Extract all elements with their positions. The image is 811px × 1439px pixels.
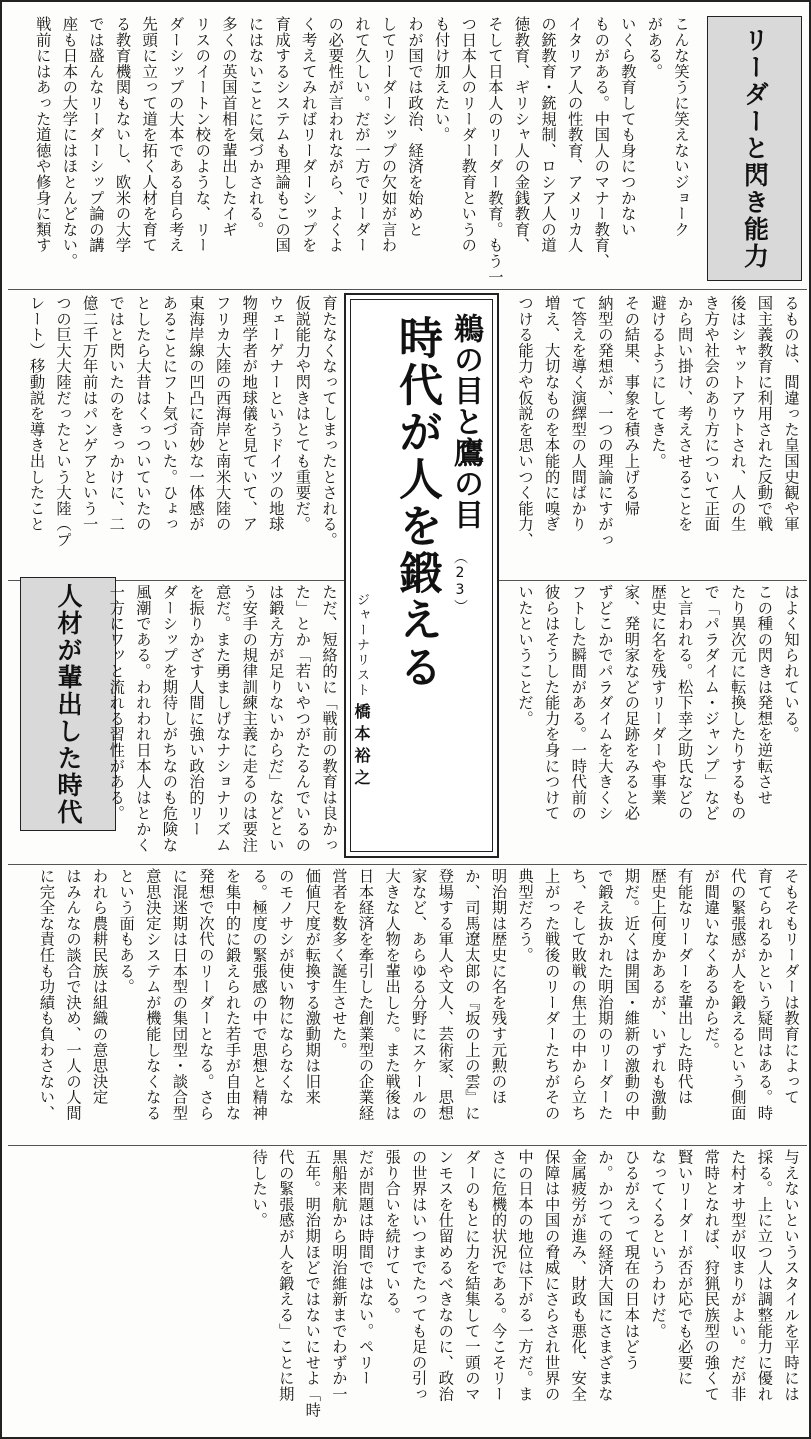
column-line: のモノサシが使い物にならなくな bbox=[276, 868, 295, 1105]
column-line: 代の緊張感が人を鍛えるという側面 bbox=[728, 868, 747, 1121]
column-line: るものは、間違った皇国史観や軍 bbox=[782, 295, 800, 532]
column-line: を振りかざす人間に強い政治的リー bbox=[187, 584, 206, 837]
column-line: その結果、事象を積み上げる帰 bbox=[622, 295, 641, 517]
column-line: はみんなの談合で決め、一人の人間 bbox=[63, 868, 82, 1121]
column-line: 歴史上何度かあるが、いずれも激動 bbox=[649, 868, 668, 1121]
column-line: 日本経済を牽引した創業型の企業経 bbox=[356, 868, 375, 1121]
column-line: 座も日本の大学にはほとんどない。 bbox=[60, 16, 79, 269]
column-line: 育てられるかという疑問はある。時 bbox=[755, 868, 774, 1121]
section-heading-text: 人材が輩出した時代 bbox=[54, 582, 83, 826]
column-line: はよく知られている。 bbox=[782, 584, 800, 742]
column-line: がある。 bbox=[645, 16, 664, 80]
column-line: 大きな人物を輩出した。また戦後は bbox=[383, 868, 402, 1121]
text-band-4 bbox=[14, 868, 804, 1141]
column-line: 中の日本の地位は下がる一方だ。ま bbox=[516, 1149, 535, 1402]
author-role: ジャーナリスト bbox=[354, 593, 369, 698]
column-line: 上がった戦後のリーダーたちがその bbox=[542, 868, 561, 1121]
series-title: 鵜の目と鷹の目 bbox=[448, 313, 483, 530]
column-line: の世界はいつまでたっても足の引っ bbox=[409, 1149, 428, 1402]
author-name: 橋本裕之 bbox=[352, 703, 371, 791]
column-line: なってくるというわけだ。 bbox=[649, 1149, 668, 1339]
column-line: そもそもリーダーは教育によって bbox=[782, 868, 800, 1105]
column-line: イタリア人の性教育、アメリカ人 bbox=[565, 16, 584, 253]
column-line: 家、発明家などの足跡をみると必 bbox=[622, 584, 641, 821]
column-line: してリーダーシップの欠如が言わ bbox=[379, 16, 398, 253]
column-line: としたら大昔はくっついていたの bbox=[133, 295, 152, 532]
column-line: にはないことに気づかされる。 bbox=[246, 16, 265, 238]
column-line: フリカ大陸の西海岸と南米大陸の bbox=[213, 295, 232, 532]
column-line: では盛んなリーダーシップ論の講 bbox=[86, 16, 105, 253]
band-divider bbox=[8, 289, 807, 290]
column-line: 一方にワッと流れる習性がある。 bbox=[107, 584, 126, 821]
column-line: 典型だろう。 bbox=[516, 868, 535, 963]
column-line: つ日本人のリーダー教育というの bbox=[459, 16, 478, 253]
column-line: 先頭に立って道を拓く人材を育て bbox=[140, 16, 159, 253]
section-heading-leader bbox=[707, 16, 802, 281]
column-line: 避けるようにしてきた。 bbox=[649, 295, 668, 469]
column-line: ウェーゲナーというドイツの地球 bbox=[266, 295, 285, 532]
column-line: この種の閃きは発想を逆転させ bbox=[755, 584, 774, 806]
column-line: 有能なリーダーを輩出した時代は bbox=[675, 868, 694, 1105]
column-line: さに危機的状況である。今こそリー bbox=[489, 1149, 508, 1402]
column-line: も付け加えたい。 bbox=[432, 16, 451, 143]
column-line: たり異次元に転換したりするもの bbox=[728, 584, 747, 821]
column-line: 億二千万年前はパンゲアという一 bbox=[80, 295, 99, 532]
column-line: つける能力や仮説を思いつく能力、 bbox=[516, 295, 535, 548]
column-line: 彼らはそうした能力を身につけて bbox=[542, 584, 561, 821]
column-line: 育たなくなってしまったとされる。 bbox=[320, 295, 338, 548]
column-line: 徳教育、ギリシャ人の金銭教育、 bbox=[512, 16, 531, 253]
column-line: 代の緊張感が人を鍛える」ことに期 bbox=[276, 1149, 295, 1402]
text-band-5 bbox=[232, 1149, 804, 1434]
column-line: 多くの英国首相を輩出したイギ bbox=[219, 16, 238, 238]
section-heading-text: リーダーと閃き能力 bbox=[740, 27, 770, 270]
series-number: （23） bbox=[452, 550, 468, 614]
column-line: 明治期は歴史に名を残す元勲のほ bbox=[489, 868, 508, 1105]
column-line: そして日本人のリーダー教育。もう一 bbox=[485, 16, 504, 285]
column-line: 価値尺度が転換する激動期は旧来 bbox=[303, 868, 322, 1105]
column-line: た」とか「若いやつがたるんでいるの bbox=[293, 584, 312, 853]
column-line: 戦前にはあった道徳や修身に類す bbox=[33, 16, 52, 253]
band-divider bbox=[8, 864, 807, 865]
column-line: 納型の発想が、一つの理論にすがっ bbox=[595, 295, 614, 548]
column-line: 意だ。また勇ましげなナショナリズム bbox=[213, 584, 232, 853]
column-line: 保障は中国の脅威にさらされ世界の bbox=[542, 1149, 561, 1402]
column-line: く考えてみればリーダーシップを bbox=[299, 16, 318, 253]
column-line: ダーのもとに力を結集して一頭のマ bbox=[462, 1149, 481, 1402]
column-line: という面もある。 bbox=[117, 868, 136, 995]
column-line: 五年。明治期ほどではないにせよ「時 bbox=[303, 1149, 322, 1418]
column-line: 意思決定システムが機能しなくなる bbox=[143, 868, 162, 1121]
column-line: ではと閃いたのをきっかけに、二 bbox=[107, 295, 126, 532]
column-line: と言われる。松下幸之助氏などの bbox=[675, 584, 694, 821]
column-line: 与えないというスタイルを平時には bbox=[782, 1149, 800, 1402]
column-line: 期だ。近くは開国・維新の激動の中 bbox=[622, 868, 641, 1121]
column-line: 常時となれば、狩猟民族型の強くて bbox=[702, 1149, 721, 1402]
column-line: う安手の規律訓練主義に走るのは要注 bbox=[240, 584, 259, 853]
column-line: 金属疲労が進み、財政も悪化、安全 bbox=[569, 1149, 588, 1402]
column-line: る。極度の緊張感の中で思想と精神 bbox=[250, 868, 269, 1121]
column-line: 営者を数多く誕生させた。 bbox=[329, 868, 348, 1058]
column-line: 増え、大切なものを本能的に嗅ぎ bbox=[542, 295, 561, 532]
column-line: で「パラダイム・ジャンプ」など bbox=[702, 584, 721, 821]
column-line: 東海岸線の凹凸に奇妙な一体感が bbox=[187, 295, 206, 532]
column-line: われら農耕民族は組織の意思決定 bbox=[90, 868, 109, 1105]
column-line: か、司馬遼太郎の『坂の上の雲』に bbox=[462, 868, 481, 1121]
column-line: 後はシャットアウトされ、人の生 bbox=[728, 295, 747, 532]
column-line: から問い掛け、考えさせることを bbox=[675, 295, 694, 532]
column-line: に完全な責任も功績も負わさない、 bbox=[37, 868, 56, 1121]
column-line: き方や社会のあり方について正面 bbox=[702, 295, 721, 532]
column-line: リスのイートン校のような、リー bbox=[193, 16, 212, 253]
column-line: 育成するシステムも理論もこの国 bbox=[273, 16, 292, 253]
column-line: あることにフト気づいた。ひょっ bbox=[160, 295, 179, 532]
column-line: の銃教育・銃規制、ロシア人の道 bbox=[539, 16, 558, 253]
column-line: だが問題は時間ではない。ペリー bbox=[356, 1149, 375, 1386]
column-line: 黒船来航から明治維新までわずか一 bbox=[329, 1149, 348, 1402]
column-line: 賢いリーダーが否が応でも必要に bbox=[675, 1149, 694, 1386]
column-line: ち、そして敗戦の焦土の中から立ち bbox=[569, 868, 588, 1121]
column-line: わが国では政治、経済を始めと bbox=[406, 16, 425, 238]
column-line: の必要性が言われながら、よくよ bbox=[326, 16, 345, 253]
text-band-3-left bbox=[107, 584, 342, 860]
title-box bbox=[344, 293, 499, 858]
column-line: た村オサ型が収まりがよい。だが非 bbox=[728, 1149, 747, 1402]
column-line: 国主義教育に利用された反動で戦 bbox=[755, 295, 774, 532]
column-line: いたということだ。 bbox=[516, 584, 535, 727]
column-line: に混迷期は日本型の集団型・談合型 bbox=[170, 868, 189, 1121]
column-line: 待したい。 bbox=[250, 1149, 269, 1228]
column-line: フトした瞬間がある。一時代前の bbox=[569, 584, 588, 821]
column-line: レート）移動説を導き出したこと bbox=[27, 295, 46, 532]
column-line: 張り合いを続けている。 bbox=[383, 1149, 402, 1323]
column-line: 家など、あらゆる分野にスケールの bbox=[409, 868, 428, 1121]
column-line: ただ、短絡的に「戦前の教育は良かっ bbox=[320, 584, 338, 853]
column-line: れて久しい。だが一方でリーダー bbox=[352, 16, 371, 253]
column-line: 物理学者が地球儀を見ていて、ア bbox=[240, 295, 259, 532]
column-line: で鍛え抜かれた明治期のリーダーた bbox=[595, 868, 614, 1121]
column-line: が間違いなくあるからだ。 bbox=[702, 868, 721, 1058]
band-divider bbox=[8, 1145, 807, 1146]
column-line: 風潮である。われわれ日本人はとかく bbox=[133, 584, 152, 853]
text-band-1 bbox=[14, 16, 694, 286]
column-line: 登場する軍人や文人、芸術家、思想 bbox=[436, 868, 455, 1121]
column-line: ずどこかでパラダイムを大きくシ bbox=[595, 584, 614, 821]
column-line: つの巨大大陸だったという大陸（プ bbox=[54, 295, 73, 548]
column-line: は鍛え方が足りないからだ」などとい bbox=[266, 584, 285, 853]
column-line: ひるがえって現在の日本はどう bbox=[622, 1149, 641, 1371]
column-line: いくら教育しても身につかない bbox=[618, 16, 637, 238]
column-line: る教育機関もないし、欧米の大学 bbox=[113, 16, 132, 253]
column-line: ダーシップを期待しがちなのも危険な bbox=[160, 584, 179, 853]
column-line: 仮説能力や閃きはとても重要だ。 bbox=[293, 295, 312, 532]
text-band-3-right bbox=[504, 584, 804, 860]
column-line: こんな笑うに笑えないジョーク bbox=[672, 16, 690, 238]
column-line: ダーシップの大本である自ら考え bbox=[166, 16, 185, 253]
section-heading-talent bbox=[20, 577, 116, 831]
column-line: て答えを導く演繹型の人間ばかり bbox=[569, 295, 588, 532]
column-line: か。かつての経済大国にさまざまな bbox=[595, 1149, 614, 1402]
column-line: 採る。上に立つ人は調整能力に優れ bbox=[755, 1149, 774, 1402]
text-band-2-left bbox=[14, 295, 342, 575]
column-line: 発想で次代のリーダーとなる。さら bbox=[196, 868, 215, 1121]
column-line: ンモスを仕留めるべきなのに、政治 bbox=[436, 1149, 455, 1402]
column-line: 歴史に名を残すリーダーや事業 bbox=[649, 584, 668, 806]
column-line: ものがある。中国人のマナー教育、 bbox=[592, 16, 611, 269]
column-line: を集中的に鍛えられた若手が自由な bbox=[223, 868, 242, 1121]
article-title: 時代が人を鍛える bbox=[391, 315, 442, 691]
text-band-2-right bbox=[504, 295, 804, 575]
